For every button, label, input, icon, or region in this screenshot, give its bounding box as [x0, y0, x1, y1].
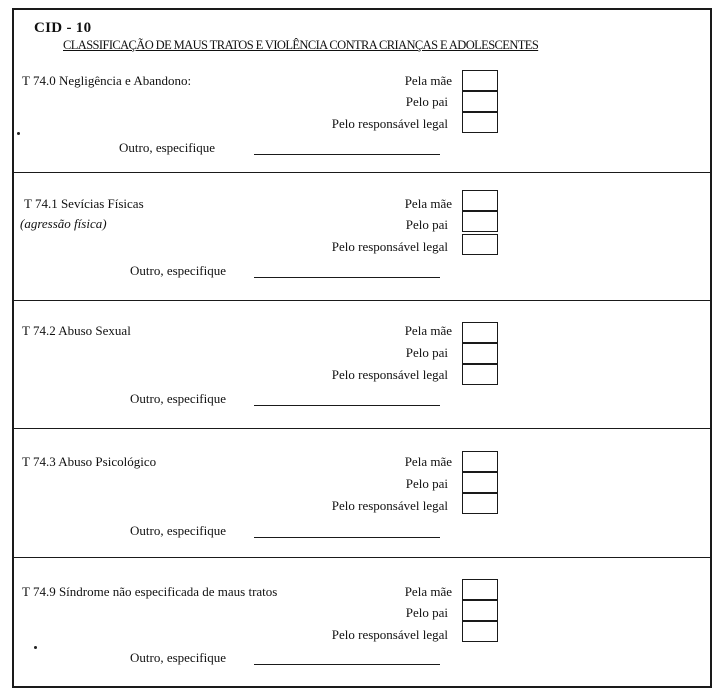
- option-label-father: Pelo pai: [405, 476, 448, 491]
- other-specify-field[interactable]: [254, 664, 440, 665]
- option-label-mother: Pela mãe: [404, 196, 452, 211]
- form-frame: [12, 8, 712, 688]
- section-sexual-abuse: [14, 320, 710, 420]
- document-code: CID - 10: [34, 20, 92, 36]
- section-divider: [14, 428, 710, 429]
- checkbox-guardian[interactable]: [462, 493, 498, 514]
- option-label-mother: Pela mãe: [404, 73, 452, 88]
- other-specify-field[interactable]: [254, 405, 440, 406]
- section-psychological-abuse: [14, 454, 710, 554]
- option-label-father: Pelo pai: [405, 605, 448, 620]
- section-title: T 74.9 Síndrome não especificada de maus tratos: [22, 584, 278, 599]
- other-label: Outro, especifique: [130, 650, 227, 665]
- section-negligence: [14, 70, 710, 170]
- checkbox-mother[interactable]: [462, 70, 498, 91]
- section-divider: [14, 557, 710, 558]
- section-divider: [14, 172, 710, 173]
- option-label-father: Pelo pai: [405, 345, 448, 360]
- scan-speck: [34, 646, 37, 649]
- other-specify-field[interactable]: [254, 277, 440, 278]
- option-label-guardian: Pelo responsável legal: [331, 116, 448, 131]
- checkbox-father[interactable]: [462, 211, 498, 232]
- checkbox-guardian[interactable]: [462, 234, 498, 255]
- checkbox-father[interactable]: [462, 343, 498, 364]
- other-label: Outro, especifique: [130, 523, 227, 538]
- section-title: T 74.0 Negligência e Abandono:: [22, 73, 192, 88]
- other-label: Outro, especifique: [130, 391, 227, 406]
- option-label-guardian: Pelo responsável legal: [331, 627, 448, 642]
- checkbox-guardian[interactable]: [462, 112, 498, 133]
- section-physical-abuse: [14, 196, 710, 296]
- checkbox-guardian[interactable]: [462, 364, 498, 385]
- section-unspecified-syndrome: [14, 584, 710, 684]
- section-divider: [14, 300, 710, 301]
- option-label-guardian: Pelo responsável legal: [331, 498, 448, 513]
- checkbox-father[interactable]: [462, 91, 498, 112]
- section-title: T 74.2 Abuso Sexual: [22, 323, 131, 338]
- option-label-father: Pelo pai: [405, 94, 448, 109]
- other-specify-field[interactable]: [254, 537, 440, 538]
- checkbox-mother[interactable]: [462, 322, 498, 343]
- form-title: CLASSIFICAÇÃO DE MAUS TRATOS E VIOLÊNCIA CONTRA CRIANÇAS E ADOLESCENTES: [63, 38, 539, 52]
- option-label-guardian: Pelo responsável legal: [331, 367, 448, 382]
- form-header: [34, 20, 538, 53]
- section-title: T 74.1 Sevícias Físicas: [24, 196, 144, 211]
- checkbox-mother[interactable]: [462, 451, 498, 472]
- checkbox-mother[interactable]: [462, 190, 498, 211]
- option-label-mother: Pela mãe: [404, 454, 452, 469]
- other-specify-field[interactable]: [254, 154, 440, 155]
- option-label-mother: Pela mãe: [404, 323, 452, 338]
- checkbox-mother[interactable]: [462, 579, 498, 600]
- other-label: Outro, especifique: [119, 140, 216, 155]
- section-title: T 74.3 Abuso Psicológico: [22, 454, 157, 469]
- section-subtitle: (agressão física): [20, 216, 107, 231]
- checkbox-father[interactable]: [462, 472, 498, 493]
- option-label-guardian: Pelo responsável legal: [331, 239, 448, 254]
- checkbox-guardian[interactable]: [462, 621, 498, 642]
- scan-speck: [17, 132, 20, 135]
- option-label-mother: Pela mãe: [404, 584, 452, 599]
- other-label: Outro, especifique: [130, 263, 227, 278]
- checkbox-father[interactable]: [462, 600, 498, 621]
- option-label-father: Pelo pai: [405, 217, 448, 232]
